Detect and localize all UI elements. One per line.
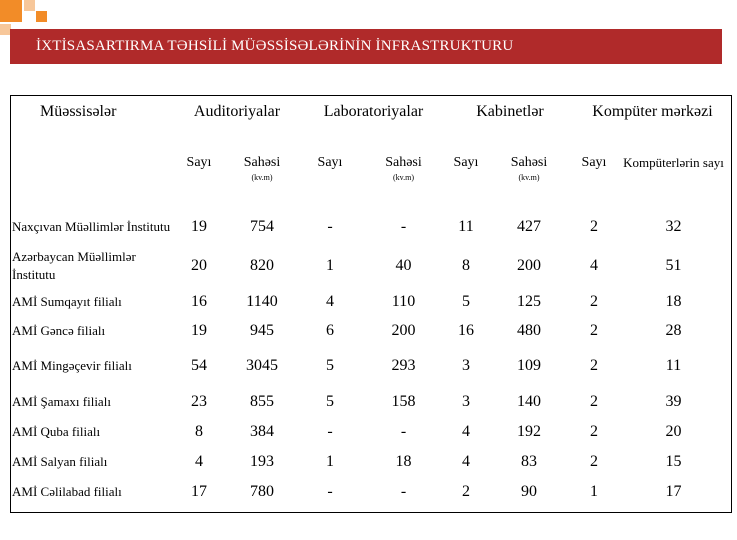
cell-cab-a: 125 bbox=[517, 292, 541, 310]
cell-aud-a: 193 bbox=[250, 452, 274, 470]
cell-cc-pc: 51 bbox=[665, 257, 682, 274]
cell-aud-n: 19 bbox=[191, 321, 207, 339]
cell-cab-n: 16 bbox=[458, 321, 474, 339]
cell-cab-n: 2 bbox=[462, 483, 470, 500]
cell-cab-n: 4 bbox=[462, 452, 470, 470]
cell-lab-a: 293 bbox=[391, 356, 416, 374]
sub-count: Sayı bbox=[317, 155, 343, 170]
cell-lab-n: 1 bbox=[326, 452, 334, 470]
cell-lab-n: - bbox=[327, 483, 333, 500]
cell-lab-n: 5 bbox=[326, 356, 334, 374]
cell-cc-n: 2 bbox=[590, 356, 598, 374]
institution-name: Azərbaycan Müəllimlər İnstitutu bbox=[12, 249, 136, 282]
table-row bbox=[12, 245, 732, 287]
cell-lab-n: 5 bbox=[326, 392, 334, 410]
table-row bbox=[12, 417, 732, 446]
decor-square-tiny bbox=[36, 11, 47, 22]
header-laboratories: Laboratoriyalar bbox=[323, 103, 424, 120]
cell-cc-n: 2 bbox=[590, 422, 598, 440]
cell-aud-a: 754 bbox=[250, 218, 274, 235]
cell-cc-n: 1 bbox=[590, 483, 598, 500]
cell-cab-n: 3 bbox=[462, 356, 470, 374]
decor-square-small bbox=[24, 0, 35, 11]
cell-cc-pc: 32 bbox=[665, 218, 682, 235]
sub-computers: Kompüterlərin sayı bbox=[623, 155, 724, 170]
sub-count: Sayı bbox=[581, 155, 607, 170]
cell-aud-n: 4 bbox=[195, 452, 203, 470]
cell-cab-n: 8 bbox=[462, 257, 470, 274]
table-row bbox=[12, 477, 732, 507]
decor-square-large bbox=[0, 0, 22, 22]
cell-aud-n: 17 bbox=[191, 483, 207, 500]
header-computer-center: Kompüter mərkəzi bbox=[592, 103, 713, 120]
institution-name: AMİ Salyan filialı bbox=[12, 453, 108, 469]
cell-cab-a: 140 bbox=[517, 392, 541, 410]
header-row-sub bbox=[12, 141, 732, 209]
cell-aud-a: 1140 bbox=[246, 292, 278, 310]
institution-name: AMİ Mingəçevir filialı bbox=[12, 357, 132, 373]
institution-name: AMİ Şamaxı filialı bbox=[12, 393, 111, 409]
institution-name: AMİ Cəlilabad filialı bbox=[12, 484, 122, 499]
cell-cc-pc: 11 bbox=[665, 356, 682, 374]
header-institutions: Müəssisələr bbox=[40, 103, 117, 120]
table-row bbox=[12, 316, 732, 345]
cell-lab-n: 6 bbox=[326, 321, 334, 339]
cell-lab-a: - bbox=[400, 218, 407, 235]
cell-cab-a: 192 bbox=[517, 422, 541, 440]
cell-aud-a: 3045 bbox=[246, 356, 278, 374]
cell-aud-n: 54 bbox=[191, 356, 207, 374]
cell-cab-n: 5 bbox=[462, 292, 470, 310]
infrastructure-table bbox=[12, 97, 732, 507]
cell-lab-a: 18 bbox=[395, 452, 412, 470]
cell-cab-n: 3 bbox=[462, 392, 470, 410]
cell-cab-a: 480 bbox=[517, 321, 541, 339]
cell-cab-a: 200 bbox=[517, 257, 541, 274]
cell-cc-pc: 39 bbox=[665, 392, 682, 410]
cell-cab-n: 11 bbox=[458, 218, 474, 235]
sub-area: Sahəsi (kv.m) bbox=[385, 155, 422, 182]
table-row bbox=[12, 386, 732, 417]
cell-lab-n: 1 bbox=[326, 257, 334, 274]
cell-cc-pc: 17 bbox=[665, 483, 682, 500]
header-cabinets: Kabinetlər bbox=[476, 103, 544, 120]
cell-lab-n: - bbox=[327, 218, 333, 235]
table-row bbox=[12, 345, 732, 386]
cell-lab-a: - bbox=[400, 483, 407, 500]
cell-cc-n: 4 bbox=[590, 257, 598, 274]
cell-aud-a: 820 bbox=[250, 257, 274, 274]
cell-cc-n: 2 bbox=[590, 392, 598, 410]
cell-lab-a: 200 bbox=[391, 321, 416, 339]
sub-count: Sayı bbox=[186, 155, 212, 170]
cell-lab-a: 40 bbox=[395, 257, 412, 274]
table-row bbox=[12, 446, 732, 477]
cell-cc-n: 2 bbox=[590, 292, 598, 310]
sub-area: Sahəsi (kv.m) bbox=[243, 155, 281, 182]
header-auditoriums: Auditoriyalar bbox=[193, 103, 281, 120]
table-row bbox=[12, 287, 732, 316]
cell-cab-a: 427 bbox=[517, 218, 541, 235]
cell-cc-pc: 18 bbox=[665, 292, 682, 310]
cell-cc-n: 2 bbox=[590, 218, 598, 235]
institution-name: Naxçıvan Müəllimlər İnstitutu bbox=[12, 219, 171, 234]
cell-aud-a: 855 bbox=[250, 392, 274, 410]
cell-cc-n: 2 bbox=[590, 321, 598, 339]
header-empty bbox=[12, 141, 174, 209]
cell-aud-a: 945 bbox=[250, 321, 274, 339]
institution-name: AMİ Gəncə filialı bbox=[12, 322, 106, 338]
cell-cab-a: 83 bbox=[521, 452, 537, 470]
sub-count: Sayı bbox=[453, 155, 479, 170]
cell-aud-n: 16 bbox=[191, 292, 207, 310]
sub-area: Sahəsi (kv.m) bbox=[510, 155, 548, 182]
cell-lab-a: 158 bbox=[391, 392, 416, 410]
cell-cc-n: 2 bbox=[590, 452, 598, 470]
cell-aud-n: 8 bbox=[195, 422, 203, 440]
institution-name: AMİ Sumqayıt filialı bbox=[12, 293, 122, 309]
cell-aud-n: 23 bbox=[191, 392, 207, 410]
cell-lab-n: 4 bbox=[326, 292, 334, 310]
cell-cab-a: 90 bbox=[521, 483, 537, 500]
cell-aud-a: 384 bbox=[250, 422, 274, 440]
cell-aud-n: 20 bbox=[191, 257, 207, 274]
cell-cab-n: 4 bbox=[462, 422, 470, 440]
institution-name: AMİ Quba filialı bbox=[12, 423, 101, 439]
cell-cc-pc: 28 bbox=[665, 321, 682, 339]
cell-lab-n: - bbox=[327, 422, 333, 440]
cell-aud-a: 780 bbox=[250, 483, 274, 500]
page-title: İXTİSASARTIRMA TƏHSİLİ MÜƏSSİSƏLƏRİNİN İNFRASTRUKTURU bbox=[10, 29, 722, 64]
cell-cc-pc: 20 bbox=[665, 422, 682, 440]
cell-cc-pc: 15 bbox=[665, 452, 682, 470]
header-row-groups bbox=[12, 97, 732, 141]
cell-aud-n: 19 bbox=[191, 218, 207, 235]
table-row bbox=[12, 209, 732, 245]
cell-lab-a: - bbox=[400, 422, 407, 440]
cell-lab-a: 110 bbox=[391, 292, 416, 310]
cell-cab-a: 109 bbox=[517, 356, 541, 374]
